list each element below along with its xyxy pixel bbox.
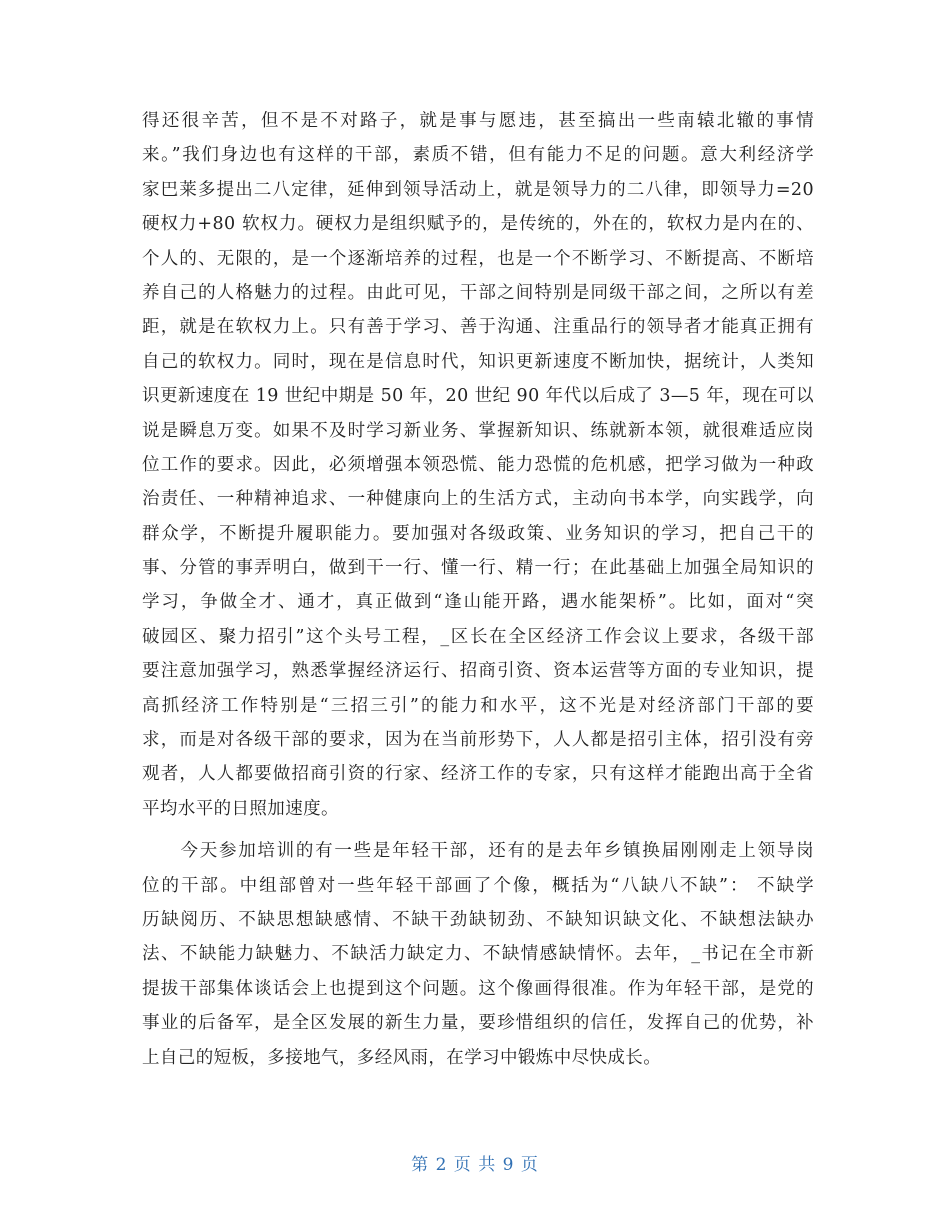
- document-body: [142, 104, 814, 1075]
- text-line: 家巴莱多提出二八定律，延伸到领导活动上，就是领导力的二八律，即领导力=20: [142, 179, 814, 200]
- text-line: 要注意加强学习，熟悉掌握经济运行、招商引资、资本运营等方面的专业知识，提: [142, 661, 814, 682]
- paragraph-1: [142, 104, 814, 826]
- text-line: 来。”我们身边也有这样的干部，素质不错，但有能力不足的问题。意大利经济学: [142, 145, 814, 166]
- text-line: 高抓经济工作特别是“三招三引”的能力和水平，这不光是对经济部门干部的要: [142, 695, 814, 716]
- text-line: 硬权力+80 软权力。硬权力是组织赋予的，是传统的，外在的，软权力是内在的、: [142, 214, 814, 235]
- text-line: 识更新速度在 19 世纪中期是 50 年，20 世纪 90 年代以后成了 3—5 年，现在可以: [142, 386, 814, 407]
- page-number-footer: 第 2 页 共 9 页: [411, 1155, 539, 1175]
- paragraph-2: [142, 834, 814, 1075]
- text-line: 得还很辛苦，但不是不对路子，就是事与愿违，甚至搞出一些南辕北辙的事情: [142, 111, 814, 131]
- text-line: 学习，争做全才、通才，真正做到“逢山能开路，遇水能架桥”。比如，面对“突: [142, 592, 814, 613]
- text-line: 个人的、无限的，是一个逐渐培养的过程，也是一个不断学习、不断提高、不断培: [142, 248, 814, 269]
- text-line: 历缺阅历、不缺思想缺感情、不缺干劲缺韧劲、不缺知识缺文化、不缺想法缺办: [142, 909, 814, 930]
- text-line: 破园区、聚力招引”这个头号工程，_区长在全区经济工作会议上要求，各级干部: [142, 626, 814, 647]
- text-line: 观者，人人都要做招商引资的行家、经济工作的专家，只有这样才能跑出高于全省: [142, 764, 814, 785]
- paragraph-spacer: [142, 826, 814, 834]
- text-line: 今天参加培训的有一些是年轻干部，还有的是去年乡镇换届刚刚走上领导岗: [142, 841, 814, 862]
- text-line: 群众学，不断提升履职能力。要加强对各级政策、业务知识的学习，把自己干的: [142, 523, 814, 544]
- text-line: 提拔干部集体谈话会上也提到这个问题。这个像画得很准。作为年轻干部，是党的: [142, 978, 814, 999]
- text-line: 自己的软权力。同时，现在是信息时代，知识更新速度不断加快，据统计，人类知: [142, 351, 814, 372]
- text-line: 养自己的人格魅力的过程。由此可见，干部之间特别是同级干部之间，之所以有差: [142, 282, 814, 303]
- text-line: 位工作的要求。因此，必须增强本领恐慌、能力恐慌的危机感，把学习做为一种政: [142, 454, 814, 475]
- text-line: 事业的后备军，是全区发展的新生力量，要珍惜组织的信任，发挥自己的优势，补: [142, 1013, 814, 1034]
- text-line: 法、不缺能力缺魅力、不缺活力缺定力、不缺情感缺情怀。去年，_书记在全市新: [142, 944, 814, 965]
- text-line: 距，就是在软权力上。只有善于学习、善于沟通、注重品行的领导者才能真正拥有: [142, 317, 814, 338]
- text-line: 位的干部。中组部曾对一些年轻干部画了个像，概括为“八缺八不缺”： 不缺学: [142, 875, 814, 896]
- text-line: 平均水平的日照加速度。: [142, 798, 339, 819]
- text-line: 说是瞬息万变。如果不及时学习新业务、掌握新知识、练就新本领，就很难适应岗: [142, 420, 814, 441]
- text-line: 事、分管的事弄明白，做到干一行、懂一行、精一行；在此基础上加强全局知识的: [142, 558, 814, 579]
- text-line: 求，而是对各级干部的要求，因为在当前形势下，人人都是招引主体，招引没有旁: [142, 730, 814, 751]
- text-line: 治责任、一种精神追求、一种健康向上的生活方式，主动向书本学，向实践学，向: [142, 489, 814, 510]
- text-line: 上自己的短板，多接地气，多经风雨，在学习中锻炼中尽快成长。: [142, 1047, 662, 1068]
